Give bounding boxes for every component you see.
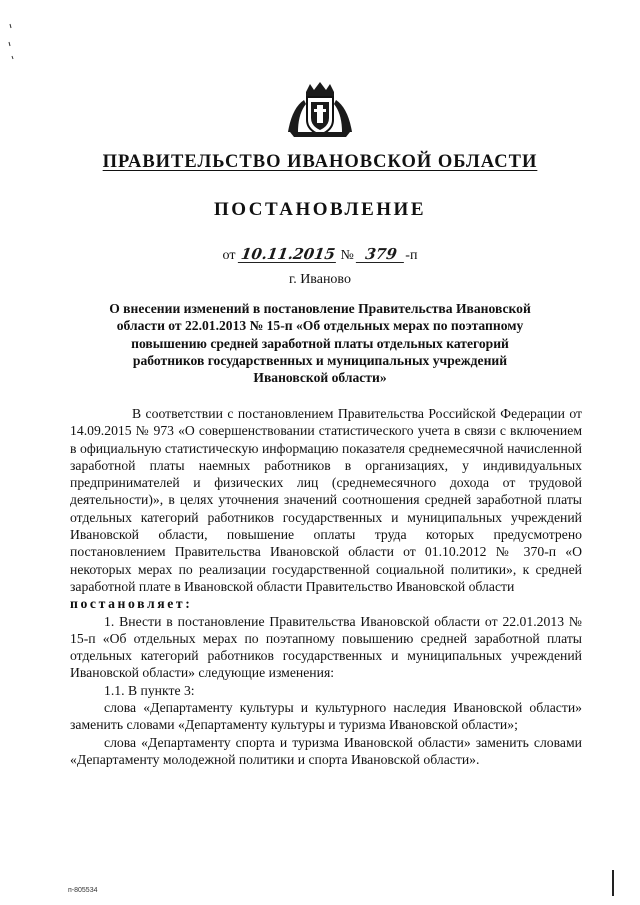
date-prefix: от [222,248,236,263]
replacement-2-paragraph: слова «Департаменту спорта и туризма Ивановской области» заменить словами «Департаменту молодежной политики и спорта Ивановской области». [70,734,582,767]
resolution-body [70,405,582,768]
ivanovo-coat-of-arms-icon [270,82,370,138]
resolution-subject: О внесении изменений в постановление Правительства Ивановской области от 22.01.2013 № 15-п «Об отдельных мерах по поэтапному повышению средней заработной платы отдельных категорий работников государственных и муниципальных учреждений Ивановской области» [109,301,531,386]
replacement-1-paragraph: слова «Департаменту культуры и культурного наследия Ивановской области» заменить словами «Департаменту культуры и туризма Ивановской области»; [70,700,582,733]
preamble-text: В соответствии с постановлением Правительства Российской Федерации от 14.09.2015 № 973 «О совершенствовании статистического учета в связи с включением в официальную статистическую информацию показателя среднемесячной начисленной заработной платы наемных работников в организациях, у индивидуальных предпринимателей и физических лиц (среднемесячного дохода от трудовой деятельности)», в целях уточнения значений соотношения средней заработной платы отдельных категорий работников государственных и муниципальных учреждений Ивановской области, повышение оплаты труда которых предусмотрено постановлением Правительства Ивановской области от 01.10.2012 № 370-п «О некоторых мерах по реализации государственной социальной политики», к средней заработной плате в Ивановской области Правительство Ивановской области [70,406,582,594]
item-1-1-paragraph: 1.1. В пункте 3: [104,682,195,698]
document-type-title: ПОСТАНОВЛЕНИЕ [213,199,427,220]
registration-line [0,246,640,264]
item-1-paragraph: 1. Внести в постановление Правительства Ивановской области от 22.01.2013 № 15-п «Об отдельных мерах по поэтапному повышению средней заработной платы отдельных категорий работников государственных и муниципальных учреждений Ивановской области» следующие изменения: [70,613,582,681]
margin-marks [6,22,16,62]
government-title: ПРАВИТЕЛЬСТВО ИВАНОВСКОЙ ОБЛАСТИ [102,152,538,172]
city-line: г. Иваново [289,272,351,287]
number-sign: № [340,248,354,263]
document-code: п-805534 [68,887,98,894]
scan-edge-mark [612,870,614,896]
handwritten-date: 10.11.2015 [239,245,337,263]
resolves-word: постановляет: [70,596,193,612]
preamble-paragraph [70,405,582,613]
handwritten-number: 379 [356,246,406,263]
number-suffix: -п [405,248,418,263]
